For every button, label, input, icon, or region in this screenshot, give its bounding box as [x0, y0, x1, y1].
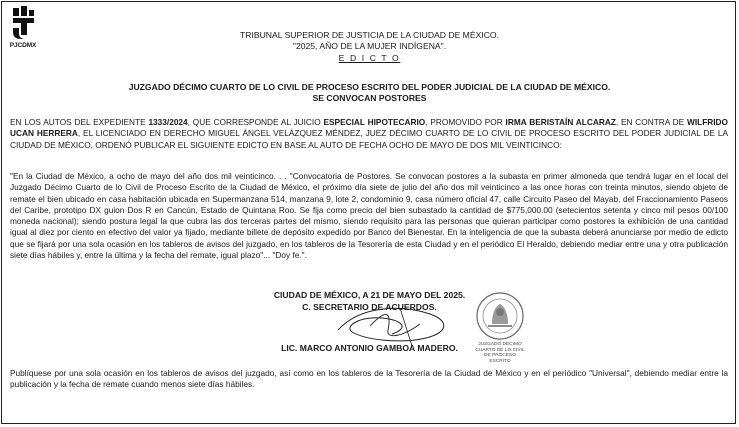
case-number: 1333/2024 — [148, 117, 188, 127]
header-year-motto: "2025, AÑO DE LA MUJER INDÍGENA". — [292, 41, 447, 51]
edict-body-paragraph: "En la Ciudad de México, a ocho de mayo del año dos mil veinticinco. . . "Convocatoria de Postores. Se convocan postores a la subasta en primer almoneda que tendrá lugar en el local del Juzgado Décimo Cuarto de lo Civil de Proceso Escrito de la Ciudad de México, el próximo día siete de julio del año dos mil veinticinco a las once horas con treinta minutos, siendo objeto de remate el bien ubicado en casa habitación ubicada en Supermanzana 514, manzana 9, lote 2, condominio 9, casa número oficial 47, calle Circuito Paseo del Mayab, del Fraccionamiento Paseos del Caribe, prototipo DX guion Dos R en Cancún, Estado de Quintana Roo. Se fija como precio del bien subastado la cantidad de $775,000.00 (setecientos setenta y cinco mil pesos 00/100 moneda nacional); siendo postura legal la que cubra las dos terceras partes del mismo, siendo requisito para las personas que quieran participar como postores la exhibición de una cantidad igual al diez por ciento en efectivo del valor ya fijado, mediante billete de depósito expedido por Banco del Bienestar. En la inteligencia de que la subasta deberá anunciarse por medio de edicto que se fijará por una sola ocasión en los tableros de avisos del juzgado, en los tableros de la Tesorería de esta Ciudad y en el periódico El Heraldo, debiendo mediar entre una y otra publicación siete días hábiles y, entre la última y la fecha del remate, igual plazo"... "Doy fe.". — [10, 171, 728, 261]
signature-role: C. SECRETARIO DE ACUERDOS. — [302, 302, 437, 312]
edicto-title: E D I C T O — [338, 53, 401, 63]
intro-paragraph — [10, 117, 728, 151]
intro-text-4: , EN CONTRA DE — [615, 117, 687, 127]
court-name: JUZGADO DÉCIMO CUARTO DE LO CIVIL DE PROCESO ESCRITO DEL PODER JUDICIAL DE LA CIUDAD DE MÉXICO. — [128, 82, 611, 92]
intro-text-5: , EL LICENCIADO EN DERECHO MIGUEL ÁNGEL VELÁZQUEZ MÉNDEZ, JUEZ DÉCIMO CUARTO DE LO CIVIL DE PROCESO ESCRITO DEL PODER JUDICIAL DE LA CIUDAD DE MÉXICO, ORDENÓ PUBLICAR EL SIGUIENTE EDICTO EN BASE AL AUTO DE FECHA OCHO DE MAYO DE DOS MIL VEINTICINCO: — [10, 128, 728, 150]
signature-place-date: CIUDAD DE MÉXICO, A 21 DE MAYO DEL 2025. — [273, 290, 466, 300]
intro-text-1: EN LOS AUTOS DEL EXPEDIENTE — [10, 117, 149, 127]
plaintiff-name: IRMA BERISTAÍN ALCARAZ — [505, 117, 616, 127]
seal-emblem — [474, 290, 526, 342]
intro-text-2: , QUE CORRESPONDE AL JUICIO — [187, 117, 324, 127]
header-tribunal: TRIBUNAL SUPERIOR DE JUSTICIA DE LA CIUDAD DE MÉXICO. — [240, 30, 499, 40]
logo-abbreviation: PJCDMX — [9, 42, 37, 49]
publication-footer-paragraph: Publíquese por una sola ocasión en los tableros de avisos del juzgado, así como en los tableros de la Tesorería de la Ciudad de México y en el periódico "Universal", debiendo mediar entre la publicación y la fecha de remate cuando menos siete días hábiles. — [10, 368, 728, 390]
header-edicto — [0, 53, 739, 64]
defendant-name: WILFRIDO UCAN HERRERA — [10, 117, 728, 139]
signatory-name: LIC. MARCO ANTONIO GAMBOA MADERO. — [281, 343, 458, 353]
convocation-title: SE CONVOCAN POSTORES — [312, 93, 427, 103]
seal-caption: JUZGADO DÉCIMO CUARTO DE LO CIVIL DE PROCESO ESCRITO — [475, 342, 525, 364]
intro-text-3: , PROMOVIDO POR — [425, 117, 506, 127]
trial-type: ESPECIAL HIPOTECARIO — [323, 117, 426, 127]
